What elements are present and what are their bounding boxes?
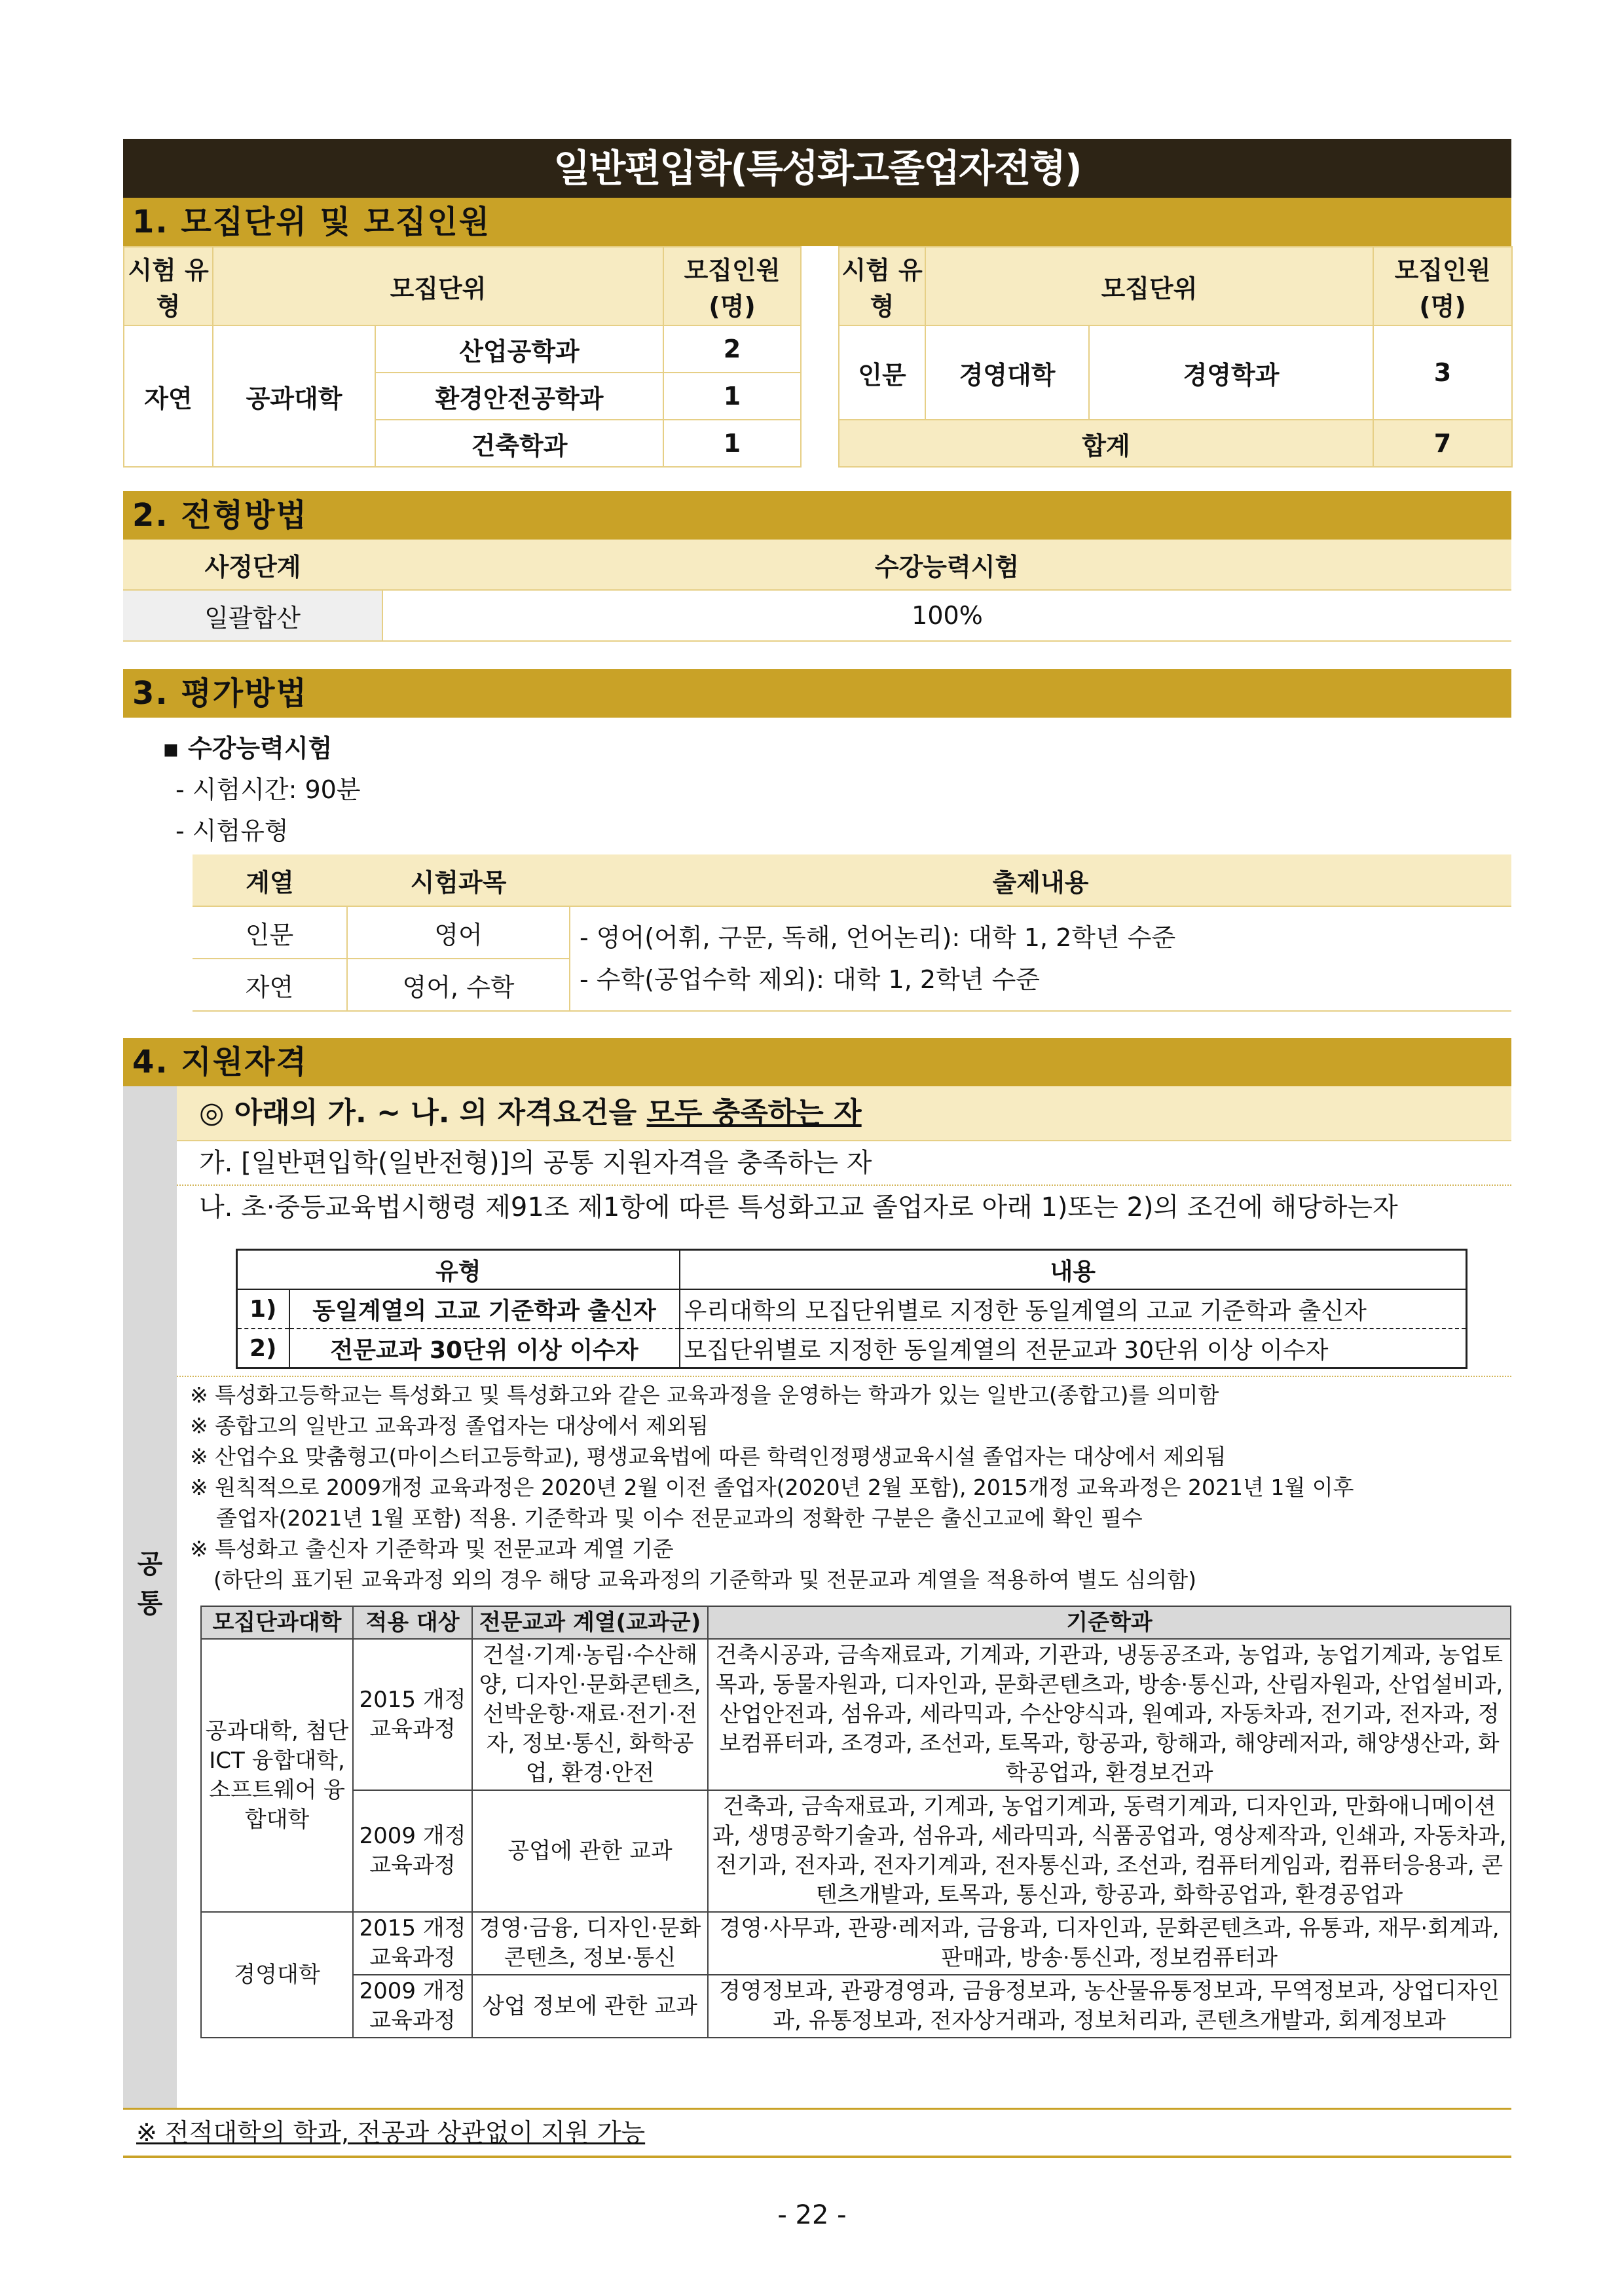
header-college: 모집단과대학	[201, 1606, 353, 1639]
count-cell: 1	[663, 373, 801, 420]
note-item: ※ 원칙적으로 2009개정 교육과정은 2020년 2월 이전 졸업자(2020년 2월 포함), 2015개정 교육과정은 2021년 1월 이후	[190, 1475, 1354, 1500]
exam-type: - 시험유형	[175, 817, 289, 845]
right-dept: 경영학과	[1089, 325, 1373, 420]
note-item: ※ 특성화고등학교는 특성화고 및 특성화고와 같은 교육과정을 운영하는 학과가 있는 일반고(종합고)를 의미함	[190, 1382, 1219, 1408]
count-cell: 2	[663, 325, 801, 373]
recruit-table	[123, 246, 1513, 468]
subject-cell: 영어, 수학	[347, 959, 570, 1011]
field-cell: 경영·금융, 디자인·문화콘텐츠, 정보·통신	[472, 1912, 708, 1975]
requirement-heading: ◎ 아래의 가. ~ 나. 의 자격요건을 모두 충족하는 자	[177, 1086, 1511, 1141]
college-cell: 공과대학, 첨단ICT 융합대학, 소프트웨어 융합대학	[201, 1639, 353, 1912]
header-count-right: 모집인원 (명)	[1373, 247, 1512, 325]
content-cell: 모집단위별로 지정한 동일계열의 전문교과 30단위 이상 이수자	[680, 1329, 1467, 1368]
header-unit: 모집단위	[213, 247, 663, 325]
field-cell: 건설·기계·농림·수산해양, 디자인·문화콘텐츠, 선박운항·재료·전기·전자, 정보·통신, 화학공업, 환경·안전	[472, 1639, 708, 1790]
qualification-block	[123, 1086, 1511, 2108]
section-qual-heading: 4. 지원자격	[123, 1038, 1511, 1086]
header-unit-right: 모집단위	[925, 247, 1373, 325]
header-exam-type-right: 시험 유형	[839, 247, 925, 325]
header-count: 모집인원 (명)	[663, 247, 801, 325]
dept-cell: 산업공학과	[375, 325, 663, 373]
count-cell: 1	[663, 420, 801, 467]
target-cell: 2015 개정 교육과정	[353, 1912, 472, 1975]
header-exam: 수강능력시험	[382, 540, 1511, 590]
content-cell: 우리대학의 모집단위별로 지정한 동일계열의 고교 기준학과 출신자	[680, 1289, 1467, 1329]
college-cell: 경영대학	[201, 1912, 353, 2038]
type-cell: 전문교과 30단위 이상 이수자	[289, 1329, 680, 1368]
stage-value: 일괄합산	[123, 590, 382, 641]
common-side-label: 공 통	[123, 1086, 177, 2108]
requirement-na: 나. 초·중등교육법시행령 제91조 제1항에 따른 특성화고교 졸업자로 아래 1)또는 2)의 조건에 해당하는자	[199, 1192, 1398, 1222]
total-count: 7	[1373, 420, 1512, 467]
dept-cell: 건축시공과, 금속재료과, 기계과, 기관과, 냉동공조과, 농업과, 농업기계과, 농업토목과, 동물자원과, 디자인과, 문화콘텐츠과, 방송·통신과, 산림자원과, 산업설비과, 산업안전과, 섬유과, 세라믹과, 수산양식과, 원예과, 자동차과, 전기과, 전자과, 정보컴퓨터과, 조경과, 조선과, 토목과, 항공과, 항해과, 해양레저과, 해양생산과, 화학공업과, 환경보건과	[708, 1639, 1511, 1790]
right-exam-type: 인문	[839, 325, 925, 420]
field-cell: 상업 정보에 관한 교과	[472, 1975, 708, 2038]
content-math: - 수학(공업수학 제외): 대학 1, 2학년 수준	[580, 965, 1040, 994]
method-table	[123, 540, 1511, 642]
dept-cell: 환경안전공학과	[375, 373, 663, 420]
row-number: 1)	[237, 1289, 289, 1329]
ratio-value: 100%	[382, 590, 1511, 641]
note-item: 졸업자(2021년 1월 포함) 적용. 기준학과 및 이수 전문교과의 정확한 구분은 출신고교에 확인 필수	[216, 1505, 1143, 1531]
requirement-ga: 가. [일반편입학(일반전형)]의 공통 지원자격을 충족하는 자	[177, 1141, 1511, 1186]
header-stage: 사정단계	[123, 540, 382, 590]
dept-cell: 경영·사무과, 관광·레저과, 금융과, 디자인과, 문화콘텐츠과, 유통과, 재무·회계과, 판매과, 방송·통신과, 정보컴퓨터과	[708, 1912, 1511, 1975]
content-cell	[570, 906, 1511, 1011]
dept-cell: 건축학과	[375, 420, 663, 467]
page-title: 일반편입학(특성화고졸업자전형)	[123, 139, 1511, 198]
target-cell: 2015 개정 교육과정	[353, 1639, 472, 1790]
note-item: ※ 산업수요 맞춤형고(마이스터고등학교), 평생교육법에 따른 학력인정평생교육시설 졸업자는 대상에서 제외됨	[190, 1444, 1227, 1469]
header-type: 유형	[237, 1250, 680, 1290]
header-standard-dept: 기준학과	[708, 1606, 1511, 1639]
target-cell: 2009 개정 교육과정	[353, 1975, 472, 2038]
header-content: 내용	[680, 1250, 1467, 1290]
header-target: 적용 대상	[353, 1606, 472, 1639]
notes-list	[177, 1376, 1511, 1595]
page-number: - 22 -	[777, 2200, 847, 2230]
note-item: (하단의 표기된 교육과정 외의 경우 해당 교육과정의 기준학과 및 전문교과 계열을 적용하여 별도 심의함)	[213, 1567, 1196, 1592]
document-page	[123, 139, 1511, 2158]
header-field: 계열	[193, 854, 347, 906]
right-count: 3	[1373, 325, 1512, 420]
left-exam-type: 자연	[124, 325, 213, 467]
note-item: ※ 종합고의 일반고 교육과정 졸업자는 대상에서 제외됨	[190, 1413, 709, 1439]
subject-cell: 영어	[347, 906, 570, 959]
section-recruit-heading: 1. 모집단위 및 모집인원	[123, 198, 1511, 246]
field-cell: 공업에 관한 교과	[472, 1790, 708, 1912]
dept-cell: 건축과, 금속재료과, 기계과, 농업기계과, 동력기계과, 디자인과, 만화애니메이션과, 생명공학기술과, 섬유과, 세라믹과, 식품공업과, 영상제작과, 인쇄과, 자동차과, 전기과, 전자과, 전자기계과, 전자통신과, 조선과, 컴퓨터게임과, 컴퓨터응용과, 콘텐츠개발과, 토목과, 통신과, 항공과, 화학공업과, 환경공업과	[708, 1790, 1511, 1912]
section-method-heading: 2. 전형방법	[123, 491, 1511, 540]
target-cell: 2009 개정 교육과정	[353, 1790, 472, 1912]
exam-time: - 시험시간: 90분	[175, 775, 361, 804]
row-number: 2)	[249, 1334, 277, 1362]
content-english: - 영어(어휘, 구문, 독해, 언어논리): 대학 1, 2학년 수준	[580, 923, 1176, 952]
left-college: 공과대학	[213, 325, 375, 467]
header-exam-type: 시험 유형	[124, 247, 213, 325]
eval-table	[193, 854, 1511, 1012]
right-college: 경영대학	[925, 325, 1089, 420]
type-table	[236, 1249, 1467, 1369]
header-field: 전문교과 계열(교과군)	[472, 1606, 708, 1639]
eval-bullet: ▪ 수강능력시험	[162, 734, 333, 763]
footnote: ※ 전적대학의 학과, 전공과 상관없이 지원 가능	[123, 2108, 1511, 2158]
dept-cell: 경영정보과, 관광경영과, 금융정보과, 농산물유통정보과, 무역정보과, 상업디자인과, 유통정보과, 전자상거래과, 정보처리과, 콘텐츠개발과, 회계정보과	[708, 1975, 1511, 2038]
type-cell: 동일계열의 고교 기준학과 출신자	[289, 1289, 680, 1329]
header-content: 출제내용	[570, 854, 1511, 906]
field-cell: 자연	[193, 959, 347, 1011]
standard-dept-table	[200, 1606, 1511, 2038]
note-item: ※ 특성화고 출신자 기준학과 및 전문교과 계열 기준	[190, 1536, 674, 1562]
section-eval-heading: 3. 평가방법	[123, 669, 1511, 718]
header-subject: 시험과목	[347, 854, 570, 906]
field-cell: 인문	[193, 906, 347, 959]
total-label: 합계	[839, 420, 1373, 467]
